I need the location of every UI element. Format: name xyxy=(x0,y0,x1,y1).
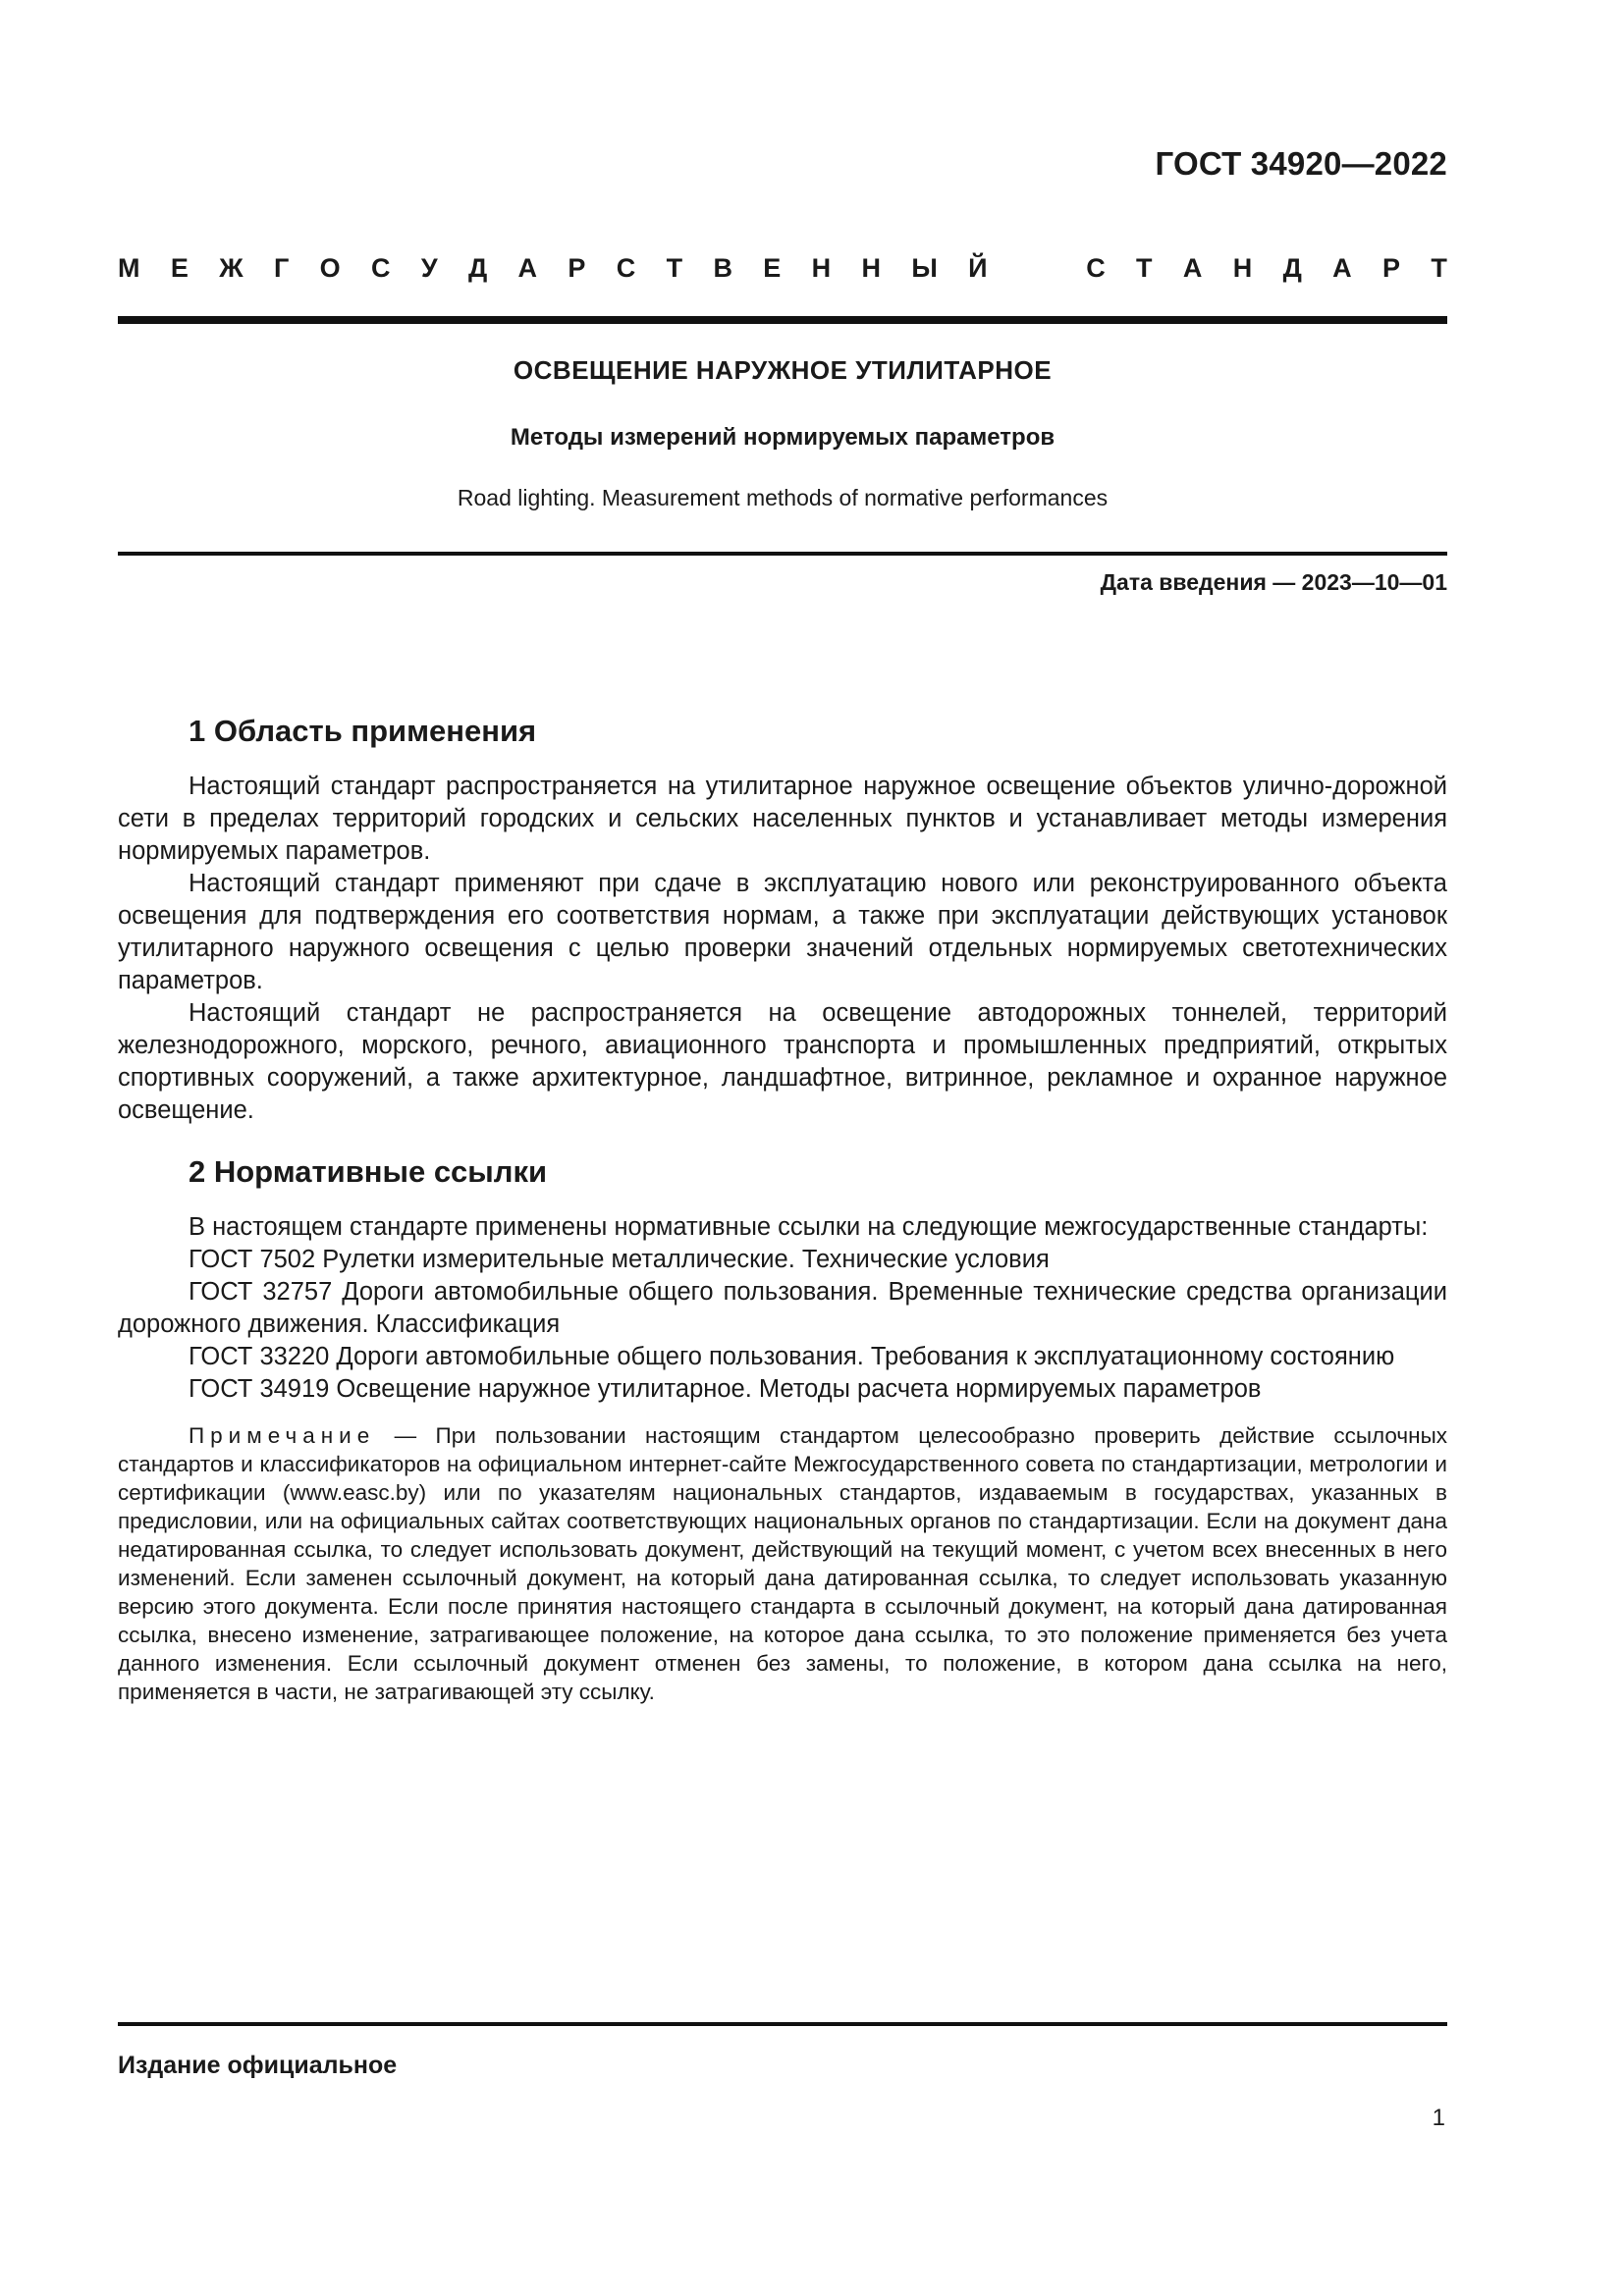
scope-paragraph: Настоящий стандарт распространяется на утилитарное наружное освещение объектов улично-дорожной сети в пределах территорий городских и сельских населенных пунктов и устанавливает методы измерения нормируемых параметров. xyxy=(118,773,1447,865)
reference-item: ГОСТ 7502 Рулетки измерительные металлические. Технические условия xyxy=(189,1246,1050,1273)
banner-letter: Г xyxy=(273,253,290,283)
introduction-date: Дата введения — 2023—10—01 xyxy=(1100,569,1447,595)
banner-letter: Д xyxy=(467,253,488,283)
banner-letter: Н xyxy=(861,253,881,283)
banner-letter: О xyxy=(319,253,341,283)
document-body xyxy=(118,712,1447,1729)
interstate-standard-banner xyxy=(118,253,1447,284)
reference-item: ГОСТ 33220 Дороги автомобильные общего пользования. Требования к эксплуатационному состоянию xyxy=(189,1343,1395,1370)
reference-item: ГОСТ 32757 Дороги автомобильные общего пользования. Временные технические средства организации дорожного движения. Классификация xyxy=(118,1278,1447,1338)
scope-paragraph: Настоящий стандарт не распространяется на освещение автодорожных тоннелей, территорий железнодорожного, морского, речного, авиационного транспорта и промышленных предприятий, открытых спортивных сооружений, а также архитектурное, ландшафтное, витринное, рекламное и охранное наружное освещение. xyxy=(118,999,1447,1124)
section-normative-references xyxy=(118,1152,1447,1706)
title-divider xyxy=(118,552,1447,556)
banner-letter: А xyxy=(1182,253,1203,283)
banner-letter: М xyxy=(118,253,140,283)
banner-letter: У xyxy=(420,253,438,283)
banner-letter: Е xyxy=(170,253,189,283)
banner-letter: Т xyxy=(1136,253,1153,283)
banner-letter: Т xyxy=(666,253,683,283)
note-text: — При пользовании настоящим стандартом целесообразно проверить действие ссылочных стандартов и классификаторов на официальном интернет-сайте Межгосударственного совета по стандартизации, метрологии и сертификации (www.easc.by) или по указателям национальных стандартов, издаваемым в государствах, указанных в предисловии, или на официальных сайтах соответствующих национальных органов по стандартизации. Если на документ дана недатированная ссылка, то следует использовать документ, действующий на текущий момент, с учетом всех внесенных в него изменений. Если заменен ссылочный документ, на который дана датированная ссылка, то следует использовать указанную версию этого документа. Если после принятия настоящего стандарта в ссылочный документ, на который дана датированная ссылка, внесено изменение, затрагивающее положение, на которое дана ссылка, то это положение применяется без учета данного изменения. Если ссылочный документ отменен без замены, то положение, в котором дана ссылка на него, применяется в части, не затрагивающей эту ссылку. xyxy=(118,1423,1447,1704)
scope-paragraph: Настоящий стандарт применяют при сдаче в эксплуатацию нового или реконструированного объекта освещения для подтверждения его соответствия нормам, а также при эксплуатации действующих установок утилитарного наружного освещения с целью проверки значений отдельных нормируемых светотехнических параметров. xyxy=(118,870,1447,994)
references-intro: В настоящем стандарте применены нормативные ссылки на следующие межгосударственные стандарты: xyxy=(189,1213,1429,1241)
banner-letter: В xyxy=(713,253,732,283)
section-heading-scope: 1 Область применения xyxy=(189,714,537,748)
banner-letter: Е xyxy=(763,253,782,283)
banner-letter: Д xyxy=(1282,253,1302,283)
official-edition-label: Издание официальное xyxy=(118,2052,398,2079)
note-label: Примечание xyxy=(189,1423,376,1448)
references-note xyxy=(118,1421,1447,1706)
document-title: ОСВЕЩЕНИЕ НАРУЖНОЕ УТИЛИТАРНОЕ xyxy=(513,355,1053,385)
header-divider xyxy=(118,316,1447,324)
banner-letter: Т xyxy=(1431,253,1447,283)
banner-letter: Н xyxy=(1232,253,1253,283)
banner-letter: А xyxy=(1332,253,1352,283)
page-number: 1 xyxy=(1432,2105,1445,2131)
banner-letter: Й xyxy=(968,253,988,283)
banner-letter: С xyxy=(1086,253,1106,283)
banner-letter: Ы xyxy=(911,253,938,283)
banner-letter: С xyxy=(370,253,391,283)
section-heading-references: 2 Нормативные ссылки xyxy=(189,1154,548,1189)
reference-item: ГОСТ 34919 Освещение наружное утилитарное. Методы расчета нормируемых параметров xyxy=(189,1375,1262,1403)
banner-letter: Р xyxy=(1382,253,1401,283)
banner-letter: Р xyxy=(568,253,586,283)
banner-letter: Ж xyxy=(219,253,244,283)
banner-letter: Н xyxy=(811,253,832,283)
banner-letter: С xyxy=(616,253,636,283)
document-title-english: Road lighting. Measurement methods of normative performances xyxy=(457,485,1109,510)
banner-letter: А xyxy=(517,253,538,283)
document-code: ГОСТ 34920—2022 xyxy=(1155,145,1447,182)
footer-divider xyxy=(118,2022,1447,2026)
banner-word-gap xyxy=(1018,253,1056,284)
document-subtitle: Методы измерений нормируемых параметров xyxy=(510,424,1056,451)
